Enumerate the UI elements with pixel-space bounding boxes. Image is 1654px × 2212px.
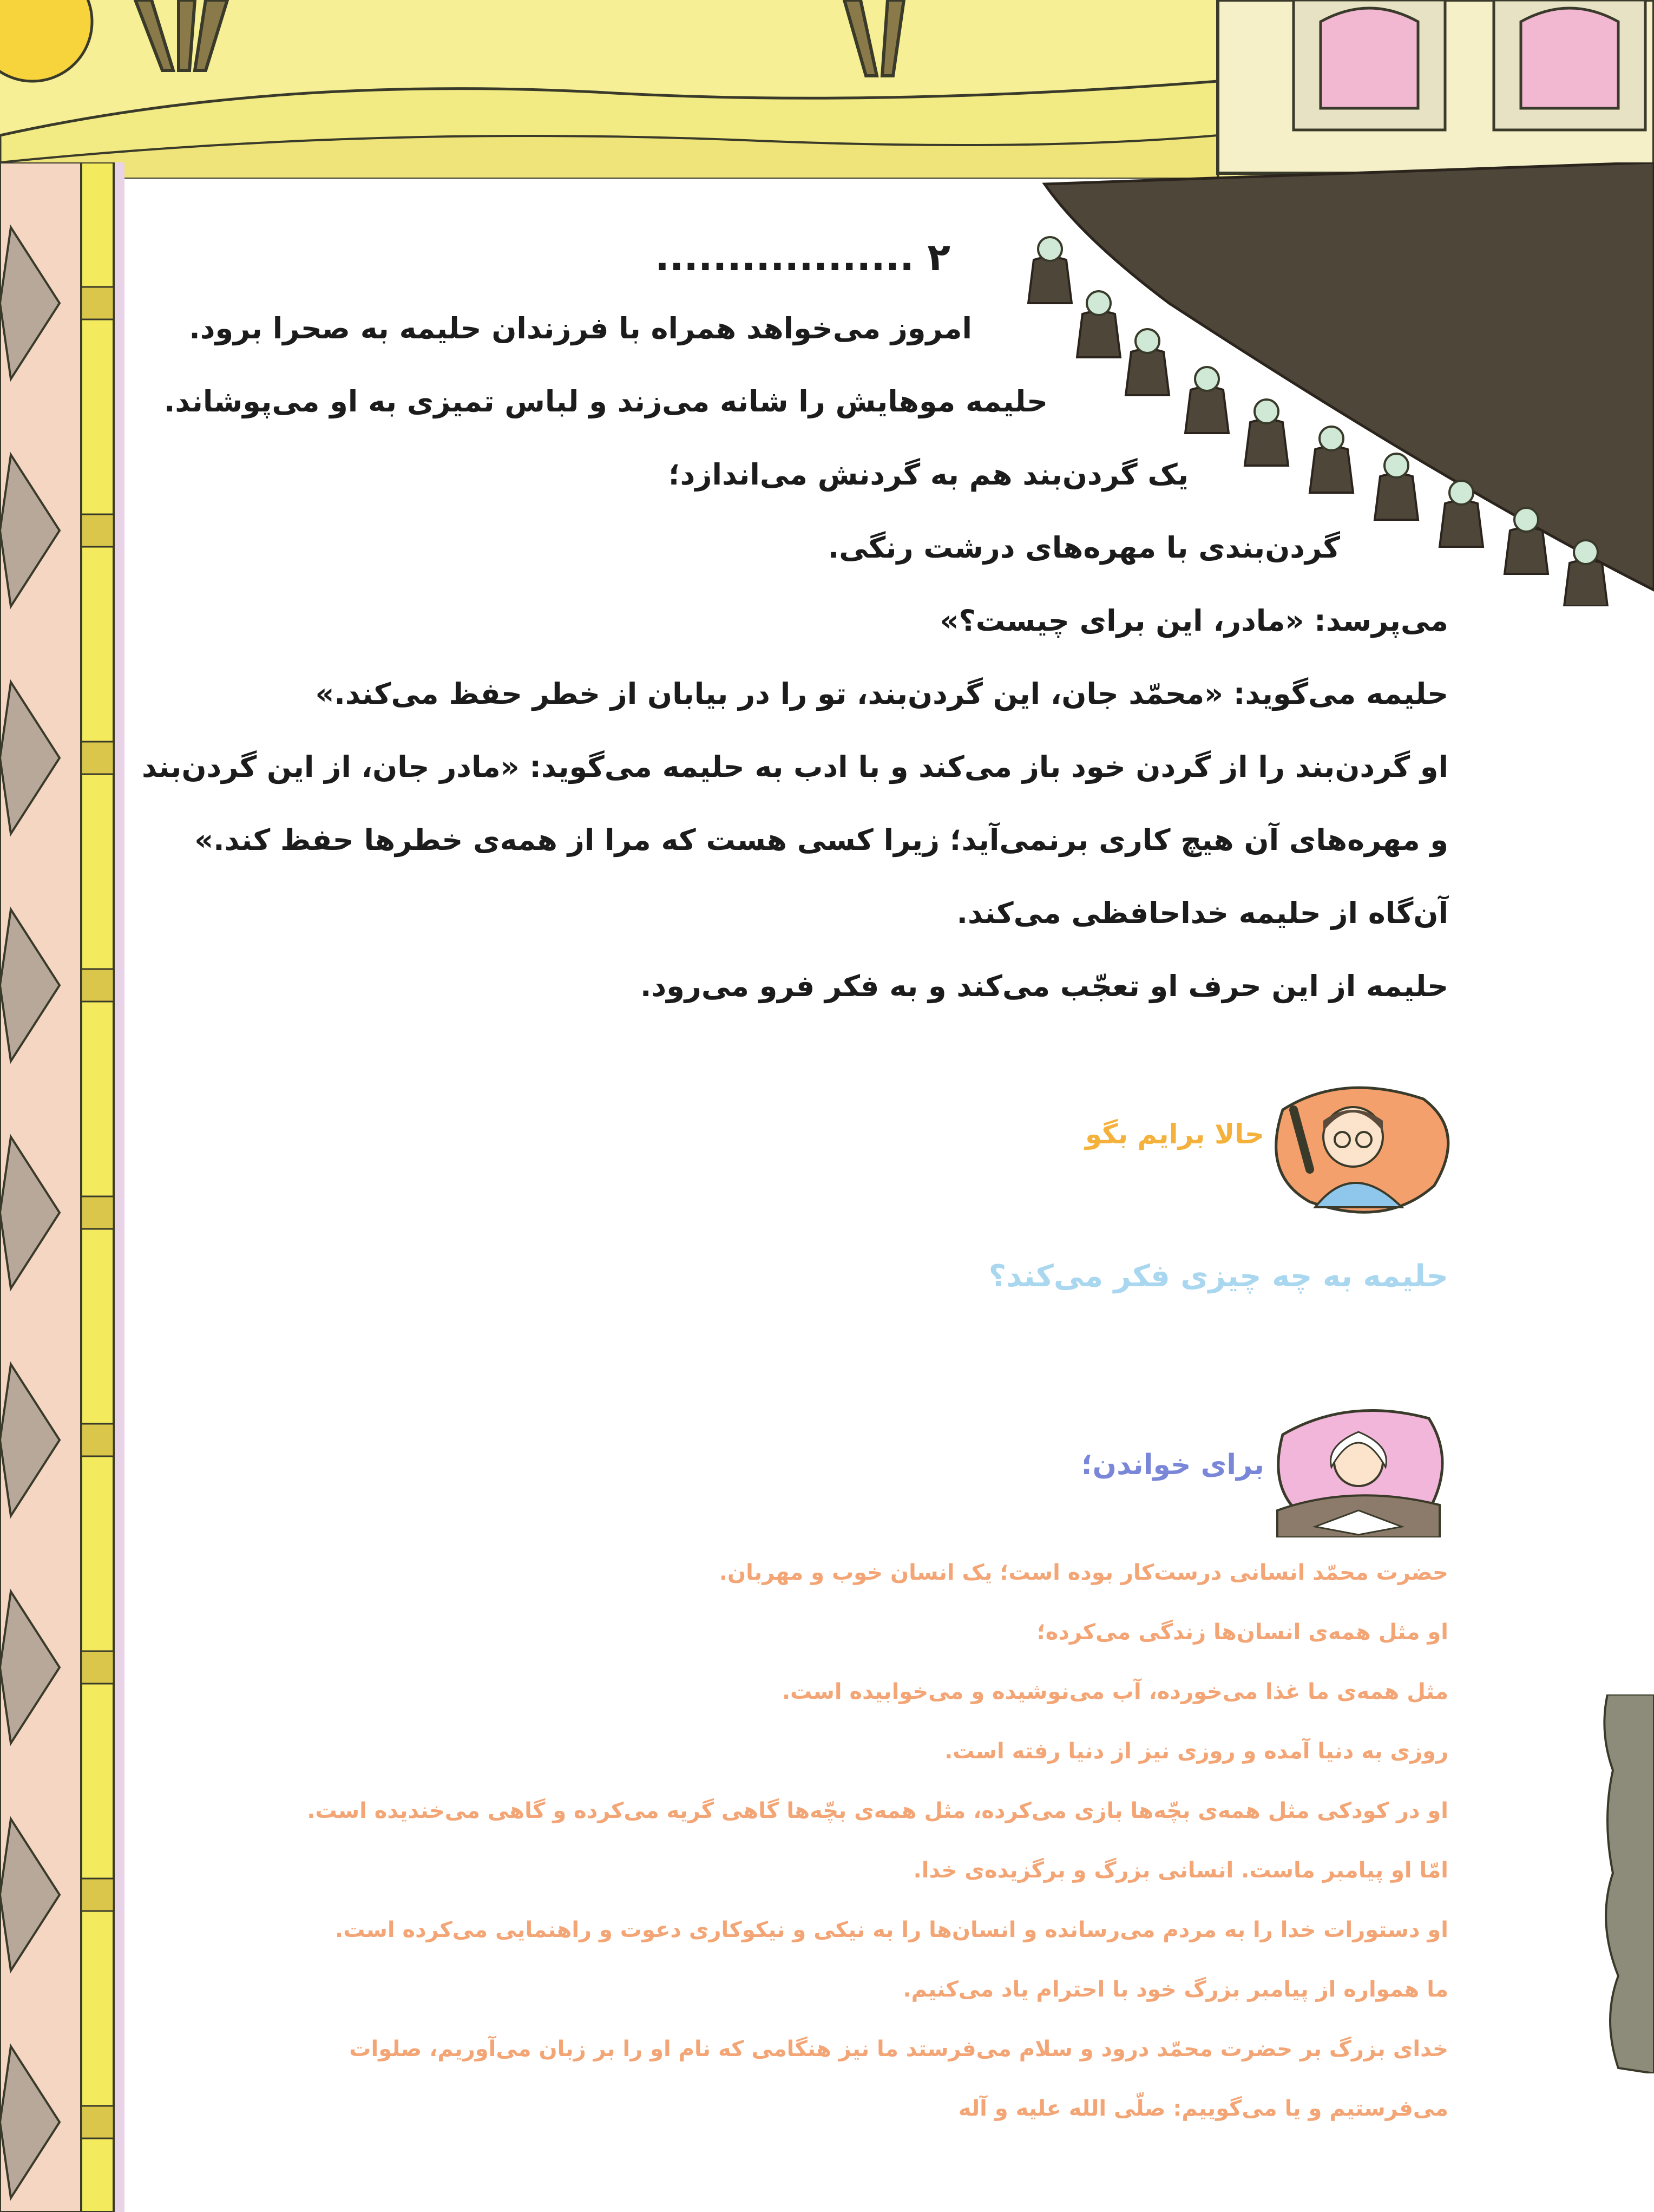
- read-line: مثل همه‌ی ما غذا می‌خورده، آب می‌نوشیده و می‌خوابیده است.: [782, 1679, 1448, 1704]
- read-line: ما همواره از پیامبر بزرگ خود با احترام یاد می‌کنیم.: [903, 1977, 1448, 2002]
- boy-avatar-icon: [1261, 1077, 1456, 1223]
- story-line: و مهره‌های آن هیچ کاری برنمی‌آید؛ زیرا کسی هست که مرا از همه‌ی خطرها حفظ کند.»: [194, 823, 1448, 857]
- curtain-tassel-icon: [1310, 427, 1353, 493]
- story-line: یک گردن‌بند هم به گردنش می‌اندازد؛: [668, 457, 1189, 492]
- story-line: حلیمه از این حرف او تعجّب می‌کند و به فکر فرو می‌رود.: [640, 969, 1448, 1003]
- border-tile: [81, 969, 114, 1002]
- story-line: گردن‌بندی با مهره‌های درشت رنگی.: [828, 531, 1340, 565]
- border-tile: [81, 1196, 114, 1229]
- speak-question: حلیمه به چه چیزی فکر می‌کند؟: [988, 1259, 1448, 1294]
- story-line: حلیمه می‌گوید: «محمّد جان، این گردن‌بند، تو را در بیابان از خطر حفظ می‌کند.»: [315, 677, 1448, 711]
- border-tile: [81, 1879, 114, 1911]
- read-line: او در کودکی مثل همه‌ی بچّه‌ها بازی می‌کرده، مثل همه‌ی بچّه‌ها گاهی گریه می‌کرده و گاهی می‌خندیده است.: [307, 1798, 1448, 1823]
- read-line: می‌فرستیم و یا می‌گوییم: صلّی الله علیه و آله: [958, 2096, 1448, 2121]
- read-line: روزی به دنیا آمده و روزی نیز از دنیا رفته است.: [944, 1739, 1448, 1764]
- desert-scene-illustration: [0, 0, 1654, 179]
- story-line: آن‌گاه از حلیمه خداحافظی می‌کند.: [956, 896, 1448, 930]
- border-tile: [81, 1424, 114, 1456]
- story-line: می‌پرسد: «مادر، این برای چیست؟»: [940, 604, 1448, 638]
- lesson-heading: ۲ ..................: [655, 235, 950, 279]
- curtain-tassel-icon: [1126, 329, 1169, 395]
- curtain-tassel-icon: [1028, 237, 1072, 303]
- read-line: خدای بزرگ بر حضرت محمّد درود و سلام می‌فرستد ما نیز هنگامی که نام او را بر زبان می‌آوریم، صلوات: [349, 2037, 1448, 2062]
- read-section-title: برای خواندن؛: [1081, 1449, 1264, 1481]
- border-tile: [81, 1651, 114, 1684]
- speak-section-title: حالا برایم بگو: [1085, 1118, 1264, 1150]
- curtain-tassel-icon: [1185, 367, 1229, 433]
- border-tile: [81, 514, 114, 547]
- story-line: او گردن‌بند را از گردن خود باز می‌کند و با ادب به حلیمه می‌گوید: «مادر جان، از این گردن‌بند: [141, 750, 1448, 784]
- read-line: او مثل همه‌ی انسان‌ها زندگی می‌کرده؛: [1036, 1620, 1448, 1645]
- curtain-tassel-icon: [1245, 400, 1288, 466]
- border-tile: [81, 742, 114, 774]
- border-tile: [81, 287, 114, 319]
- curtain-tassel-icon: [1077, 291, 1120, 357]
- stained-glass-border: [0, 162, 124, 2212]
- read-line: او دستورات خدا را به مردم می‌رسانده و انسان‌ها را به نیکی و نیکوکاری دعوت و راهنمایی می‌کرده است.: [335, 1917, 1448, 1942]
- read-line: امّا او پیامبر ماست. انسانی بزرگ و برگزیده‌ی خدا.: [913, 1858, 1448, 1883]
- story-line: امروز می‌خواهد همراه با فرزندان حلیمه به صحرا برود.: [189, 311, 972, 345]
- torn-paper-illustration: [1597, 1694, 1654, 2073]
- border-tile: [81, 2106, 114, 2138]
- curtain-tassel-icon: [1375, 454, 1418, 520]
- story-line: حلیمه موهایش را شانه می‌زند و لباس تمیزی به او می‌پوشاند.: [163, 384, 1048, 418]
- girl-reading-icon: [1266, 1402, 1450, 1537]
- read-line: حضرت محمّد انسانی درست‌کار بوده است؛ یک انسان خوب و مهربان.: [719, 1560, 1448, 1585]
